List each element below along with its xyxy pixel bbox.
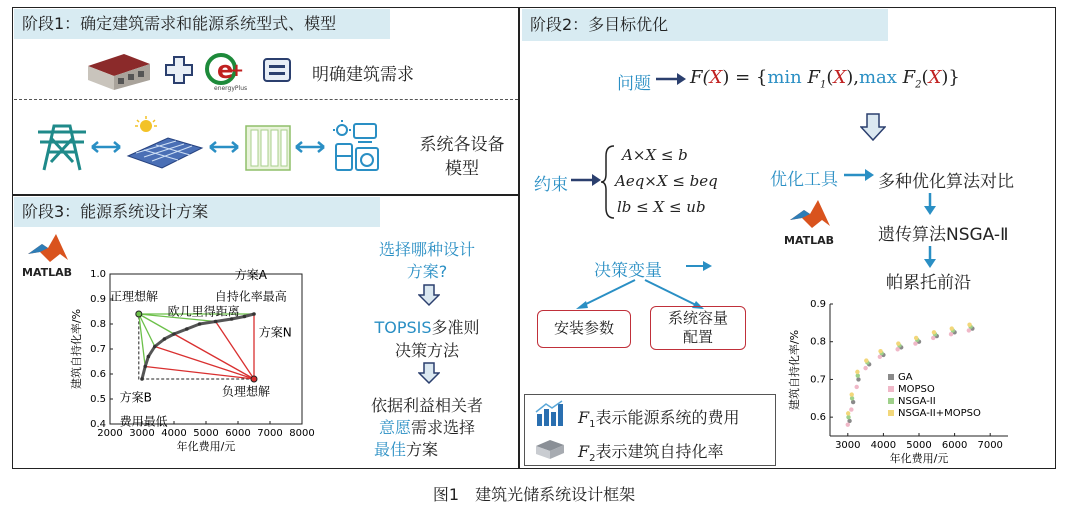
legend-f2-sub: 2 xyxy=(589,453,596,465)
series-point xyxy=(878,349,882,353)
ga-label: 遗传算法NSGA-Ⅱ xyxy=(878,225,1009,245)
question-line1: 选择哪种设计 xyxy=(378,240,475,259)
x-tick-label: 6000 xyxy=(225,428,251,439)
series-point xyxy=(950,326,954,330)
formula-x: X xyxy=(928,67,942,88)
problem-label: 问题 xyxy=(617,74,651,94)
matlab-logo-icon xyxy=(788,198,832,230)
down-arrow-icon xyxy=(418,361,440,385)
matlab-logo-icon xyxy=(26,232,70,264)
right-arrow-icon xyxy=(570,173,602,187)
annotation-plan-b: 方案B xyxy=(119,390,152,405)
down-arrow-icon xyxy=(923,245,937,269)
formula-x: X xyxy=(833,67,847,88)
models-label-line1: 系统各设备 xyxy=(419,135,505,155)
svg-text:e: e xyxy=(217,56,234,84)
pareto-point xyxy=(147,355,151,359)
series-point xyxy=(967,323,971,327)
y-tick-label: 0.9 xyxy=(90,294,106,305)
legend-label: NSGA-II xyxy=(898,396,936,407)
install-params-box xyxy=(537,310,631,348)
series-point xyxy=(864,358,868,362)
y-tick-label: 0.7 xyxy=(90,344,106,355)
legend-f1-symbol: F xyxy=(578,408,590,427)
pareto-point xyxy=(198,322,202,326)
home-appliances-icon xyxy=(332,120,384,176)
series-point xyxy=(967,328,971,332)
x-tick-label: 7000 xyxy=(977,440,1003,451)
y-tick-label: 1.0 xyxy=(90,269,106,280)
constraint-2: Aeq×X ≤ beq xyxy=(615,172,718,190)
y-tick-label: 0.8 xyxy=(90,319,106,330)
formula-eq: ) = { xyxy=(722,67,768,88)
result-demand-text: 需求选择 xyxy=(411,418,476,437)
legend-swatch xyxy=(888,374,894,380)
annotation-anti-ideal: 负理想解 xyxy=(222,384,271,399)
x-tick-label: 5000 xyxy=(906,440,932,451)
topsis-line2: 决策方法 xyxy=(394,341,459,360)
double-arrow-icon xyxy=(292,140,328,154)
pareto-point xyxy=(214,320,218,324)
formula-f1: F xyxy=(801,67,820,88)
battery-cabinet-icon xyxy=(244,124,292,172)
question-line2: 方案? xyxy=(406,262,448,281)
algorithm-comparison-chart xyxy=(786,294,1016,464)
series-point xyxy=(949,332,953,336)
legend-label: MOPSO xyxy=(898,384,935,395)
legend-f1-sub: 1 xyxy=(589,419,596,431)
result-plan-text: 方案 xyxy=(406,440,439,459)
series-point xyxy=(914,336,918,340)
series-point xyxy=(846,422,850,426)
series-point xyxy=(878,355,882,359)
distance-line-anti xyxy=(145,367,254,380)
compare-label: 多种优化算法对比 xyxy=(878,172,1014,192)
series-point xyxy=(863,366,867,370)
formula-sub2: 2 xyxy=(915,79,922,91)
x-tick-label: 2000 xyxy=(97,428,123,439)
result-keyword-best: 最佳 xyxy=(374,440,407,459)
series-point xyxy=(913,341,917,345)
series-point xyxy=(931,336,935,340)
pareto-point xyxy=(143,365,147,369)
series-point xyxy=(850,392,854,396)
series-point xyxy=(855,370,859,374)
annotation-ideal: 正理想解 xyxy=(110,289,159,304)
install-params-label: 安装参数 xyxy=(553,319,614,337)
series-point xyxy=(856,373,860,377)
series-point xyxy=(856,377,860,381)
energyplus-logo-text: energyPlus xyxy=(214,85,248,92)
demand-label: 明确建筑需求 xyxy=(312,65,414,85)
x-axis-label: 年化费用/元 xyxy=(889,452,949,464)
equals-icon xyxy=(262,57,292,83)
topsis-method: 多准则 xyxy=(431,318,480,337)
pareto-point xyxy=(172,332,176,336)
x-tick-label: 6000 xyxy=(941,440,968,451)
plus-icon xyxy=(164,55,194,85)
legend-f1 xyxy=(578,405,740,430)
formula-f2: F xyxy=(896,67,916,88)
figure-caption: 图1 建筑光储系统设计框架 xyxy=(432,485,636,504)
capacity-label-2: 配置 xyxy=(682,328,713,346)
result-line1: 依据利益相关者 xyxy=(370,396,483,415)
x-tick-label: 7000 xyxy=(257,428,283,439)
pareto-point xyxy=(140,377,144,381)
objective-formula: F(X) = {min $F_1(X),\max$ $F_2(X)$} xyxy=(690,67,960,91)
down-arrow-icon xyxy=(418,283,440,307)
annotation-plan-n: 方案N xyxy=(258,325,292,340)
legend-swatch xyxy=(888,386,894,392)
pareto-point xyxy=(163,337,167,341)
capacity-label-1: 系统容量 xyxy=(667,309,728,327)
decision-label: 决策变量 xyxy=(594,261,662,281)
right-arrow-icon xyxy=(843,168,875,182)
formula-max: max xyxy=(858,67,897,88)
x-tick-label: 3000 xyxy=(129,428,155,439)
ideal-point xyxy=(136,311,142,317)
y-axis-label: 建筑自持化率/% xyxy=(788,329,801,411)
y-tick-label: 0.6 xyxy=(810,412,826,424)
pareto-point xyxy=(153,345,157,349)
annotation-plan-a: 方案A xyxy=(234,268,267,282)
x-tick-label: 4000 xyxy=(870,440,897,451)
x-tick-label: 3000 xyxy=(835,440,861,451)
annotation-lowest-cost: 费用最低 xyxy=(119,414,168,429)
annotation-highest-rate: 自持化率最高 xyxy=(214,289,287,304)
series-point xyxy=(847,419,851,423)
formula-min: min xyxy=(767,67,802,88)
right-arrow-icon xyxy=(685,259,713,273)
result-keyword-wish: 意愿 xyxy=(378,418,411,437)
matlab-label: MATLAB xyxy=(784,234,835,247)
double-arrow-icon xyxy=(206,140,242,154)
y-axis-label: 建筑自持化率/% xyxy=(70,308,83,390)
constraint-3: lb ≤ X ≤ ub xyxy=(617,198,706,216)
pareto-front-segment xyxy=(155,339,165,347)
series-point xyxy=(850,396,854,400)
solar-panel-icon xyxy=(124,116,206,174)
constraint-label: 约束 xyxy=(534,175,568,195)
double-arrow-icon xyxy=(88,140,124,154)
legend-label: GA xyxy=(898,372,913,383)
series-point xyxy=(855,385,859,389)
matlab-label: MATLAB xyxy=(22,266,73,279)
pareto-front-segment xyxy=(216,319,232,322)
transmission-tower-icon xyxy=(34,118,90,174)
series-point xyxy=(849,407,853,411)
series-point xyxy=(895,347,899,351)
y-tick-label: 0.9 xyxy=(810,299,826,310)
y-tick-label: 0.5 xyxy=(90,394,106,405)
y-tick-label: 0.8 xyxy=(810,336,826,348)
series-point xyxy=(896,341,900,345)
series-point xyxy=(851,400,855,404)
y-tick-label: 0.4 xyxy=(90,419,106,430)
stage2-title: 阶段2：多目标优化 xyxy=(522,9,888,41)
topsis-line1 xyxy=(352,315,502,338)
x-tick-label: 8000 xyxy=(289,428,315,439)
topsis-keyword: TOPSIS xyxy=(374,318,432,337)
pareto-front-segment xyxy=(187,324,200,329)
dashed-divider xyxy=(14,99,518,100)
building-icon xyxy=(84,46,154,94)
stage3-title: 阶段3：能源系统设计方案 xyxy=(14,197,380,227)
pareto-front-segment xyxy=(142,367,145,380)
result-line3 xyxy=(374,437,438,460)
svg-text:+: + xyxy=(229,60,245,81)
capacity-config-box xyxy=(650,306,746,350)
legend-f2-symbol: F xyxy=(578,442,590,461)
formula-lhs: F( xyxy=(690,67,710,88)
annotation-euclid: 欧几里得距离 xyxy=(167,304,240,319)
y-tick-label: 0.6 xyxy=(90,369,106,380)
y-tick-label: 0.7 xyxy=(810,374,826,386)
tool-label: 优化工具 xyxy=(770,170,838,190)
pareto-label: 帕累托前沿 xyxy=(886,273,971,293)
series-point xyxy=(932,330,936,334)
energyplus-logo-icon xyxy=(204,50,250,92)
formula-sub1: 1 xyxy=(819,79,827,91)
pareto-point xyxy=(252,312,256,316)
legend-swatch xyxy=(888,410,894,416)
stage1-title: 阶段1：确定建筑需求和能源系统型式、模型 xyxy=(14,9,390,39)
formula-x: X xyxy=(709,67,723,88)
models-label-line2: 模型 xyxy=(445,159,479,179)
pareto-point xyxy=(243,315,247,319)
down-arrow-icon xyxy=(923,192,937,216)
result-line2 xyxy=(352,415,502,438)
constraint-1: A×X ≤ b xyxy=(622,146,688,164)
series-point xyxy=(846,415,850,419)
series-point xyxy=(846,411,850,415)
down-arrow-icon xyxy=(860,112,886,142)
legend-f1-text: 表示能源系统的费用 xyxy=(595,408,740,427)
legend-f2 xyxy=(578,439,724,464)
x-tick-label: 5000 xyxy=(193,428,219,439)
legend-label: NSGA-II+MOPSO xyxy=(898,408,981,419)
right-arrow-icon xyxy=(655,72,687,86)
cost-bar-icon xyxy=(534,400,564,428)
building-small-icon xyxy=(534,434,566,460)
legend-swatch xyxy=(888,398,894,404)
pareto-front-segment xyxy=(200,322,216,325)
pareto-point xyxy=(185,327,189,331)
x-axis-label: 年化费用/元 xyxy=(176,440,236,453)
legend-f2-text: 表示建筑自持化率 xyxy=(595,442,724,461)
anti-ideal-point xyxy=(251,376,257,382)
distance-line-anti xyxy=(216,322,254,380)
x-tick-label: 4000 xyxy=(161,428,187,439)
topsis-chart xyxy=(66,266,326,456)
pareto-front-segment xyxy=(174,329,187,334)
